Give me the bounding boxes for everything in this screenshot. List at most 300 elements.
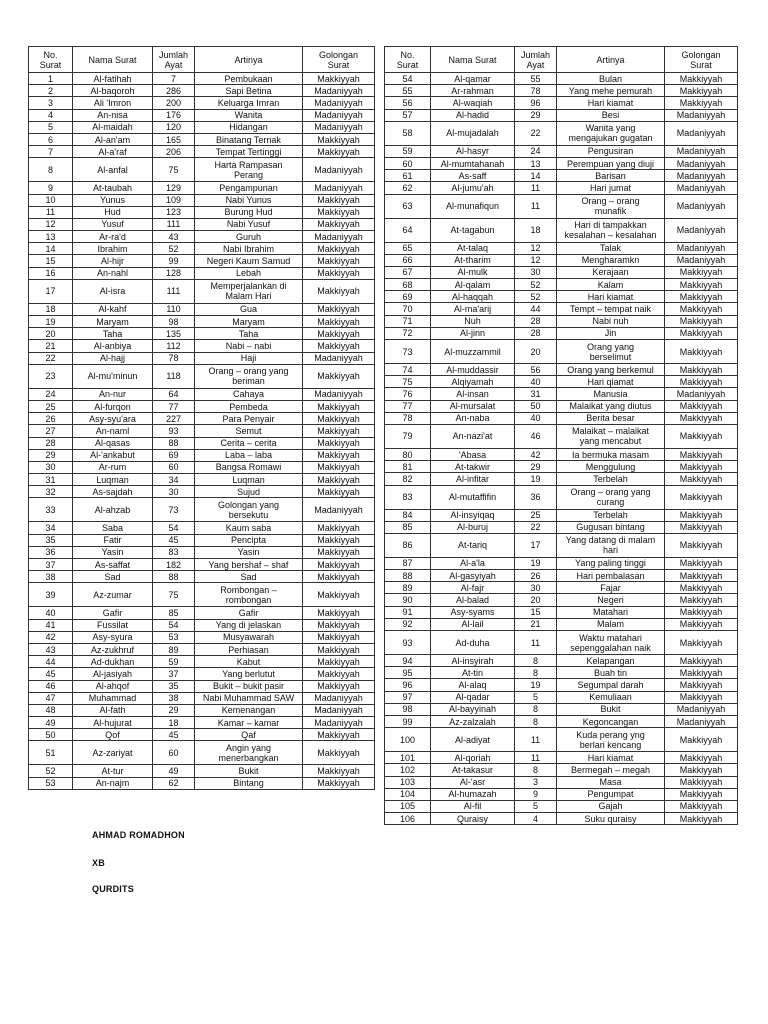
surah-category: Makkiyyah [665,606,738,618]
surah-number: 29 [29,449,73,461]
surah-category: Makkiyyah [665,788,738,800]
surah-number: 43 [29,643,73,655]
surah-meaning: Gugusan bintang [557,521,665,533]
surah-name: Al-jumu'ah [431,182,515,194]
surah-category: Makkiyyah [303,218,375,230]
surah-category: Makkiyyah [665,509,738,521]
verse-count: 62 [153,777,195,789]
table-row [385,121,738,145]
verse-count: 40 [515,412,557,424]
surah-meaning: Wanita yang mengajukan gugatan [557,121,665,145]
surah-meaning: Bukit – bukit pasir [195,680,303,692]
table-row [29,316,375,328]
surah-number: 13 [29,231,73,243]
surah-meaning: Keluarga Imran [195,97,303,109]
surah-name: Saba [73,522,153,534]
verse-count: 286 [153,85,195,97]
verse-count: 19 [515,557,557,569]
surah-category: Makkiyyah [303,255,375,267]
surah-category: Madaniyyah [303,121,375,133]
surah-meaning: Pembeda [195,400,303,412]
surah-name: Al-a'la [431,557,515,569]
table-row [385,800,738,812]
table-row [385,473,738,485]
surah-name: Al-waqiah [431,97,515,109]
student-class: XB [92,858,105,868]
surah-name: Al-hasyr [431,145,515,157]
verse-count: 227 [153,413,195,425]
surah-meaning: Barisan [557,170,665,182]
verse-count: 96 [515,97,557,109]
surah-name: Az-zumar [73,583,153,607]
surah-name: At-tharim [431,254,515,266]
verse-count: 78 [153,352,195,364]
surah-category: Madaniyyah [303,704,375,716]
verse-count: 11 [515,631,557,655]
surah-number: 25 [29,400,73,412]
surah-number: 58 [385,121,431,145]
table-row [385,194,738,218]
surah-name: Ar-rahman [431,85,515,97]
surah-meaning: Berita besar [557,412,665,424]
surah-number: 68 [385,279,431,291]
surah-category: Makkiyyah [665,327,738,339]
surah-name: Al-kahf [73,303,153,315]
surah-category: Makkiyyah [665,521,738,533]
verse-count: 17 [515,533,557,557]
surah-name: Sad [73,571,153,583]
surah-category: Makkiyyah [303,534,375,546]
surah-number: 26 [29,413,73,425]
surah-number: 94 [385,655,431,667]
surah-category: Makkiyyah [303,680,375,692]
surah-number: 51 [29,741,73,765]
surah-name: As-sajdah [73,486,153,498]
surah-category: Makkiyyah [665,315,738,327]
surah-category: Makkiyyah [303,583,375,607]
verse-count: 13 [515,157,557,169]
surah-meaning: Memperjalankan di Malam Hari [195,279,303,303]
surah-number: 54 [385,73,431,85]
surah-number: 63 [385,194,431,218]
verse-count: 22 [515,521,557,533]
surah-name: Al-mulk [431,266,515,278]
surah-number: 87 [385,557,431,569]
verse-count: 64 [153,388,195,400]
verse-count: 54 [153,522,195,534]
surah-number: 27 [29,425,73,437]
surah-name: Al-gasyiyah [431,570,515,582]
surah-number: 96 [385,679,431,691]
surah-meaning: Nabi – nabi [195,340,303,352]
surah-meaning: Orang – orang yang curang [557,485,665,509]
surah-meaning: Mengharamkn [557,254,665,266]
header-jumlah-ayat: Jumlah Ayat [153,47,195,73]
surah-name: An-nur [73,388,153,400]
header-golongan: Golongan Surat [303,47,375,73]
table-row [385,533,738,557]
surah-number: 105 [385,800,431,812]
surah-name: Al-qalam [431,279,515,291]
surah-meaning: Laba – laba [195,449,303,461]
surah-meaning: Yang berlutut [195,668,303,680]
table-row [385,157,738,169]
surah-number: 59 [385,145,431,157]
surah-name: Al-ma'arij [431,303,515,315]
table-row [385,170,738,182]
surah-name: Al-'asr [431,776,515,788]
surah-meaning: Sad [195,571,303,583]
surah-name: As-saffat [73,559,153,571]
surah-meaning: Hari pembalasan [557,570,665,582]
table-row [385,448,738,460]
surah-name: Al-hujurat [73,717,153,729]
verse-count: 135 [153,328,195,340]
surah-category: Madaniyyah [303,158,375,182]
surah-number: 101 [385,752,431,764]
surah-category: Madaniyyah [303,692,375,704]
table-row [29,340,375,352]
surah-meaning: Nabi Yunus [195,194,303,206]
surah-meaning: Pengusiran [557,145,665,157]
surah-number: 17 [29,279,73,303]
surah-number: 83 [385,485,431,509]
surah-category: Makkiyyah [303,559,375,571]
table-row [385,182,738,194]
verse-count: 44 [515,303,557,315]
surah-name: Ad-duha [431,631,515,655]
surah-meaning: Bintang [195,777,303,789]
surah-name: Fatir [73,534,153,546]
verse-count: 36 [515,485,557,509]
verse-count: 110 [153,303,195,315]
surah-number: 35 [29,534,73,546]
subject-name: QURDITS [92,884,134,894]
surah-category: Madaniyyah [303,717,375,729]
surah-category: Madaniyyah [303,352,375,364]
surah-number: 85 [385,521,431,533]
surah-category: Madaniyyah [665,170,738,182]
surah-number: 23 [29,364,73,388]
surah-name: Al-alaq [431,679,515,691]
surah-meaning: Perhiasan [195,643,303,655]
surah-name: Al-munafiqun [431,194,515,218]
surah-category: Makkiyyah [303,522,375,534]
surah-number: 72 [385,327,431,339]
table-row [29,243,375,255]
surah-meaning: Sapi Betina [195,85,303,97]
verse-count: 38 [153,692,195,704]
surah-number: 28 [29,437,73,449]
surah-meaning: Hidangan [195,121,303,133]
table-row [385,388,738,400]
surah-name: Qof [73,729,153,741]
surah-name: Taha [73,328,153,340]
surah-meaning: Terbelah [557,509,665,521]
table-row [29,400,375,412]
verse-count: 99 [153,255,195,267]
verse-count: 75 [153,583,195,607]
table-row [29,449,375,461]
surah-meaning: Pembukaan [195,73,303,85]
surah-category: Makkiyyah [665,424,738,448]
table-row [29,704,375,716]
table-row [29,777,375,789]
surah-category: Makkiyyah [303,206,375,218]
table-row [385,728,738,752]
verse-count: 45 [153,729,195,741]
surah-category: Makkiyyah [303,340,375,352]
table-row [29,571,375,583]
surah-category: Makkiyyah [665,800,738,812]
surah-name: An-najm [73,777,153,789]
surah-category: Makkiyyah [303,668,375,680]
surah-number: 60 [385,157,431,169]
table-row [385,364,738,376]
surah-name: Al-buruj [431,521,515,533]
surah-name: Al-jinn [431,327,515,339]
table-row [385,485,738,509]
verse-count: 85 [153,607,195,619]
surah-number: 52 [29,765,73,777]
surah-category: Makkiyyah [665,776,738,788]
table-row [385,594,738,606]
table-row [385,618,738,630]
surah-meaning: Kuda perang yng berlari kencang [557,728,665,752]
surah-meaning: Orang yang berkemul [557,364,665,376]
verse-count: 56 [515,364,557,376]
surah-name: Al-ahzab [73,498,153,522]
surah-name: Al-fatihah [73,73,153,85]
surah-number: 2 [29,85,73,97]
surah-name: Al-fath [73,704,153,716]
surah-category: Makkiyyah [303,643,375,655]
table-row [29,619,375,631]
verse-count: 20 [515,594,557,606]
surah-meaning: Binatang Ternak [195,133,303,145]
surah-category: Makkiyyah [665,752,738,764]
table-row [29,631,375,643]
verse-count: 52 [515,279,557,291]
surah-number: 97 [385,691,431,703]
table-row [29,109,375,121]
surah-name: Ali 'Imron [73,97,153,109]
surah-name: Ar-rum [73,461,153,473]
surah-number: 10 [29,194,73,206]
verse-count: 112 [153,340,195,352]
table-row [385,752,738,764]
surah-category: Makkiyyah [665,582,738,594]
surah-category: Makkiyyah [665,266,738,278]
surah-name: Al-an'am [73,133,153,145]
surah-category: Makkiyyah [665,533,738,557]
surah-name: Al-lail [431,618,515,630]
surah-category: Madaniyyah [303,85,375,97]
surah-meaning: Cerita – cerita [195,437,303,449]
table-row [385,655,738,667]
surah-name: Ar-ra'd [73,231,153,243]
table-header-row [385,47,738,73]
surah-name: Al-maidah [73,121,153,133]
surah-name: Al-anbiya [73,340,153,352]
verse-count: 11 [515,182,557,194]
surah-meaning: Rombongan – rombongan [195,583,303,607]
verse-count: 83 [153,546,195,558]
student-name: AHMAD ROMADHON [92,830,185,840]
surah-number: 21 [29,340,73,352]
table-row [29,461,375,473]
surah-category: Madaniyyah [303,97,375,109]
surah-name: Quraisy [431,813,515,825]
verse-count: 120 [153,121,195,133]
surah-number: 99 [385,715,431,727]
surah-number: 98 [385,703,431,715]
surah-meaning: Angin yang menerbangkan [195,741,303,765]
surah-meaning: Kemenangan [195,704,303,716]
surah-category: Makkiyyah [665,764,738,776]
surah-meaning: Bermegah – megah [557,764,665,776]
table-row [385,315,738,327]
surah-number: 64 [385,218,431,242]
verse-count: 43 [153,231,195,243]
verse-count: 31 [515,388,557,400]
surah-category: Makkiyyah [665,813,738,825]
verse-count: 69 [153,449,195,461]
verse-count: 18 [153,717,195,729]
table-row [385,85,738,97]
surah-category: Makkiyyah [665,618,738,630]
surah-number: 53 [29,777,73,789]
surah-number: 61 [385,170,431,182]
surah-category: Makkiyyah [665,291,738,303]
verse-count: 19 [515,679,557,691]
surah-category: Madaniyyah [665,121,738,145]
verse-count: 37 [153,668,195,680]
surah-meaning: Yang datang di malam hari [557,533,665,557]
surah-number: 32 [29,486,73,498]
surah-number: 86 [385,533,431,557]
surah-number: 1 [29,73,73,85]
surah-meaning: Waktu matahari sepenggalahan naik [557,631,665,655]
surah-name: Al-haqqah [431,291,515,303]
table-row [29,656,375,668]
table-row [29,194,375,206]
verse-count: 50 [515,400,557,412]
surah-meaning: Nabi Yusuf [195,218,303,230]
verse-count: 21 [515,618,557,630]
surah-category: Makkiyyah [665,667,738,679]
surah-meaning: Hari di tampakkan kesalahan – kesalahan [557,218,665,242]
surah-category: Makkiyyah [303,631,375,643]
surah-meaning: Kaum saba [195,522,303,534]
table-row [29,729,375,741]
surah-category: Makkiyyah [665,461,738,473]
surah-meaning: Lebah [195,267,303,279]
surah-name: As-saff [431,170,515,182]
surah-meaning: Qaf [195,729,303,741]
surah-meaning: Negeri Kaum Samud [195,255,303,267]
surah-category: Makkiyyah [665,448,738,460]
surah-name: Al-'ankabut [73,449,153,461]
surah-meaning: Gua [195,303,303,315]
surah-category: Makkiyyah [303,243,375,255]
surah-category: Makkiyyah [303,607,375,619]
surah-category: Makkiyyah [665,594,738,606]
verse-count: 109 [153,194,195,206]
surah-name: Al-hadid [431,109,515,121]
surah-meaning: Bangsa Romawi [195,461,303,473]
surah-number: 82 [385,473,431,485]
surah-category: Madaniyyah [303,231,375,243]
surah-category: Makkiyyah [665,97,738,109]
verse-count: 129 [153,182,195,194]
verse-count: 24 [515,145,557,157]
surah-name: An-nazi'at [431,424,515,448]
table-row [29,437,375,449]
surah-number: 46 [29,680,73,692]
table-row [385,667,738,679]
table-row [385,400,738,412]
table-row [29,607,375,619]
surah-meaning: Sujud [195,486,303,498]
surah-name: 'Abasa [431,448,515,460]
verse-count: 93 [153,425,195,437]
surah-number: 20 [29,328,73,340]
table-row [385,703,738,715]
header-jumlah-ayat: Jumlah Ayat [515,47,557,73]
verse-count: 4 [515,813,557,825]
surah-name: Al-isra [73,279,153,303]
table-body-right [385,73,738,825]
header-no: No. Surat [29,47,73,73]
verse-count: 8 [515,667,557,679]
surah-number: 18 [29,303,73,315]
table-row [29,413,375,425]
surah-meaning: Kelapangan [557,655,665,667]
header-artinya: Artinya [557,47,665,73]
verse-count: 8 [515,703,557,715]
surah-meaning: Manusia [557,388,665,400]
table-row [385,788,738,800]
table-row [29,643,375,655]
verse-count: 59 [153,656,195,668]
verse-count: 49 [153,765,195,777]
verse-count: 19 [515,473,557,485]
table-row [385,279,738,291]
surah-name: Al-fil [431,800,515,812]
surah-meaning: Nabi Muhammad SAW [195,692,303,704]
surah-category: Makkiyyah [665,691,738,703]
table-row [29,559,375,571]
surah-category: Makkiyyah [665,473,738,485]
surah-number: 22 [29,352,73,364]
surah-category: Makkiyyah [665,412,738,424]
table-row [29,717,375,729]
verse-count: 55 [515,73,557,85]
surah-category: Makkiyyah [303,279,375,303]
surah-category: Makkiyyah [303,194,375,206]
surah-meaning: Yasin [195,546,303,558]
table-row [29,388,375,400]
verse-count: 11 [515,728,557,752]
surah-category: Makkiyyah [665,85,738,97]
table-row [29,231,375,243]
surah-category: Makkiyyah [303,267,375,279]
surah-meaning: Bulan [557,73,665,85]
surah-number: 44 [29,656,73,668]
table-row [385,715,738,727]
table-row [29,255,375,267]
